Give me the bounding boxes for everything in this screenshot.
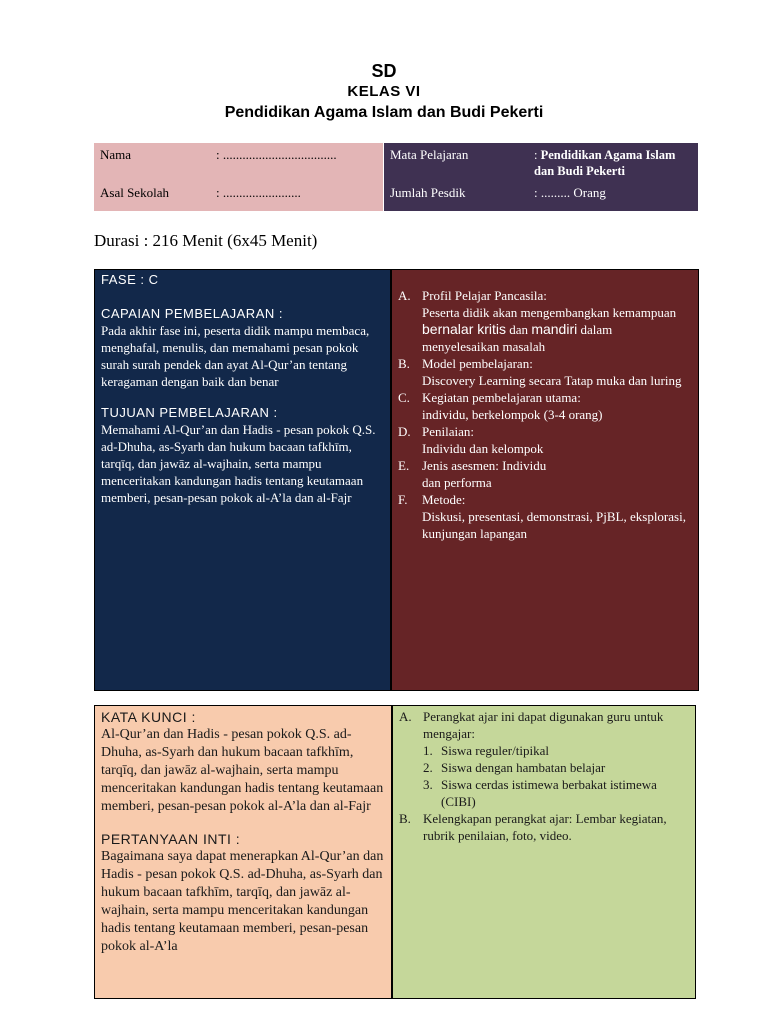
- list-item: A. Profil Pelajar Pancasila: Peserta didik akan mengembangkan kemampuan bernalar kritis dan mandiri dalam menyelesaikan masalah: [398, 287, 692, 355]
- list-item: 1. Siswa reguler/tipikal: [423, 743, 549, 758]
- jumlah-label: Jumlah Pesdik: [390, 185, 466, 200]
- resources-panel: [392, 705, 696, 999]
- sekolah-value: : ........................: [216, 185, 301, 200]
- identity-box: [94, 143, 383, 211]
- kata-kunci-text: Al-Qur’an dan Hadis - pesan pokok Q.S. ad-Dhuha, as-Syarh dan hukum bacaan tafkhīm, tarqīq, dan jawāz al-wajhain, serta mampu menceritakan kandungan hadis tentang keutamaan memberi, pesan-pesan pokok al-A’la dan al-Fajr: [101, 727, 384, 814]
- list-item: D. Penilaian: Individu dan kelompok: [398, 424, 544, 456]
- list-item: B. Kelengkapan perangkat ajar: Lembar kegiatan, rubrik penilaian, foto, video.: [399, 811, 667, 843]
- list-item: 3. Siswa cerdas istimewa berbakat istimewa (CIBI): [423, 777, 657, 809]
- mapel-label: Mata Pelajaran: [390, 147, 469, 162]
- nama-value: : ...................................: [216, 147, 337, 162]
- list-item: B. Model pembelajaran: Discovery Learning secara Tatap muka dan luring: [398, 356, 682, 388]
- class-title: KELAS VI: [347, 83, 421, 100]
- list-item: A. Perangkat ajar ini dapat digunakan guru untuk mengajar: 1. Siswa reguler/tipikal 2. Siswa dengan hambatan belajar 3. Siswa cerdas istimewa berbakat istimewa (CIBI): [399, 708, 689, 810]
- jumlah-value: : ......... Orang: [534, 185, 606, 200]
- pertanyaan-title: PERTANYAAN INTI :: [101, 831, 241, 847]
- subject-box: [384, 143, 698, 211]
- tujuan-text: Memahami Al-Qur’an dan Hadis - pesan pokok Q.S. ad-Dhuha, as-Syarh dan hukum bacaan tafkhīm, tarqīq, dan jawāz al-wajhain, serta mampu menceritakan kandungan hadis tentang keutamaan memberi, pesan-pesan pokok al-A’la dan al-Fajr: [101, 422, 376, 505]
- list-item: E. Jenis asesmen: Individu dan performa: [398, 458, 547, 490]
- profil-text: Peserta didik akan mengembangkan kemampuan bernalar kritis dan mandiri dalam menyelesaikan masalah: [422, 305, 677, 354]
- list-item: F. Metode: Diskusi, presentasi, demonstrasi, PjBL, eksplorasi, kunjungan lapangan: [398, 492, 686, 541]
- fase-label: FASE : C: [101, 272, 159, 287]
- sekolah-label: Asal Sekolah: [100, 185, 169, 200]
- kata-kunci-title: KATA KUNCI :: [101, 709, 196, 725]
- duration-line: Durasi : 216 Menit (6x45 Menit): [94, 231, 318, 250]
- learning-outcomes-panel: [94, 269, 391, 691]
- capaian-title: CAPAIAN PEMBELAJARAN :: [101, 306, 283, 321]
- keywords-panel: [94, 705, 392, 999]
- level-title: SD: [371, 61, 397, 81]
- mapel-value: : Pendidikan Agama Islam dan Budi Pekerti: [534, 148, 676, 178]
- capaian-text: Pada akhir fase ini, peserta didik mampu membaca, menghafal, menulis, dan memahami pesan pokok surah surah pendek dan ayat Al-Qur’an tentang keragaman dengan baik dan benar: [101, 323, 370, 389]
- list-item: C. Kegiatan pembelajaran utama: individu, berkelompok (3-4 orang): [398, 390, 603, 422]
- document-title: [0, 60, 768, 124]
- list-item: 2. Siswa dengan hambatan belajar: [423, 760, 606, 775]
- nama-label: Nama: [100, 147, 132, 162]
- subject-title: Pendidikan Agama Islam dan Budi Pekerti: [224, 104, 544, 121]
- pertanyaan-text: Bagaimana saya dapat menerapkan Al-Qur’an dan Hadis - pesan pokok Q.S. ad-Dhuha, as-Syarh dan hukum bacaan tafkhīm, tarqīq, dan jawāz al-wajhain, serta mampu menceritakan kandungan hadis tentang keutamaan memberi, pesan-pesan pokok al-A’la: [101, 849, 384, 954]
- learning-model-panel: [391, 269, 699, 691]
- tujuan-title: TUJUAN PEMBELAJARAN :: [101, 405, 278, 420]
